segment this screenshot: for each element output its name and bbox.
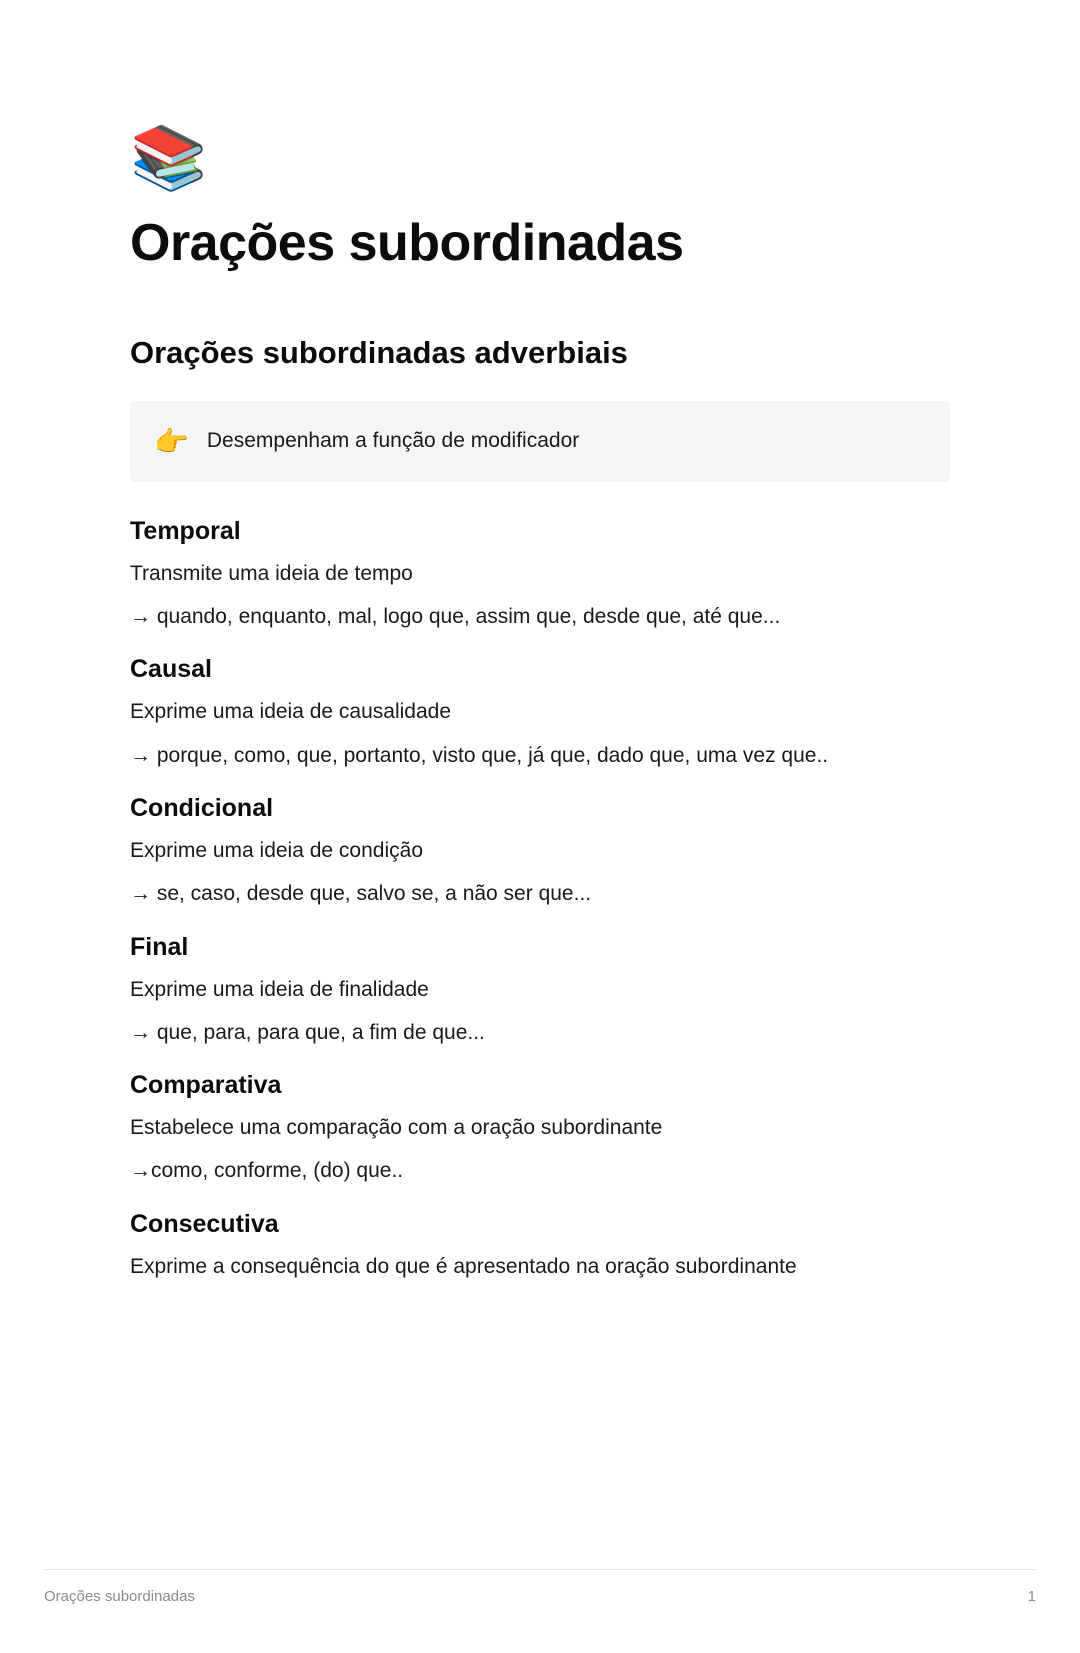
entry-title: Consecutiva [130, 1209, 279, 1238]
entry-title: Temporal [130, 516, 241, 545]
document-page [0, 124, 1080, 1653]
entry-description: Exprime uma ideia de condição [130, 838, 423, 862]
entry-description: Exprime uma ideia de causalidade [130, 700, 452, 724]
entry-title: Final [130, 932, 189, 961]
footer-document-name: Orações subordinadas [44, 1588, 195, 1605]
entry-description: Exprime uma ideia de finalidade [130, 977, 429, 1001]
entry-description: Exprime a consequência do que é apresentado na oração subordinante [130, 1254, 797, 1278]
entry-description: Transmite uma ideia de tempo [130, 561, 413, 585]
entry-title: Causal [130, 655, 212, 684]
page-title: Orações subordinadas [130, 214, 684, 272]
entry-causal [130, 654, 950, 769]
entry-title: Comparativa [130, 1071, 282, 1100]
callout-text: Desempenham a função de modificador [206, 429, 580, 453]
section-heading: Orações subordinadas adverbiais [130, 335, 628, 371]
entry-description: Estabelece uma comparação com a oração subordinante [130, 1116, 663, 1140]
footer-page-number: 1 [1027, 1588, 1036, 1605]
entry-title: Condicional [130, 793, 274, 822]
entry-consecutiva [130, 1209, 950, 1280]
entry-condicional [130, 793, 950, 908]
entry-examples: →como, conforme, (do) que.. [130, 1159, 404, 1183]
entry-examples: → quando, enquanto, mal, logo que, assim que, desde que, até que... [130, 605, 781, 629]
entry-examples: → porque, como, que, portanto, visto que, já que, dado que, uma vez que.. [130, 743, 829, 767]
entry-examples: → se, caso, desde que, salvo se, a não ser que... [130, 882, 592, 906]
entry-final [130, 932, 950, 1047]
page-footer [44, 1569, 1036, 1605]
entry-temporal [130, 516, 950, 631]
entry-comparativa [130, 1070, 950, 1185]
callout-box [130, 401, 950, 481]
books-emoji: 📚 [130, 124, 208, 193]
pointing-right-emoji: 👉 [154, 425, 189, 457]
entry-examples: → que, para, para que, a fim de que... [130, 1020, 485, 1044]
